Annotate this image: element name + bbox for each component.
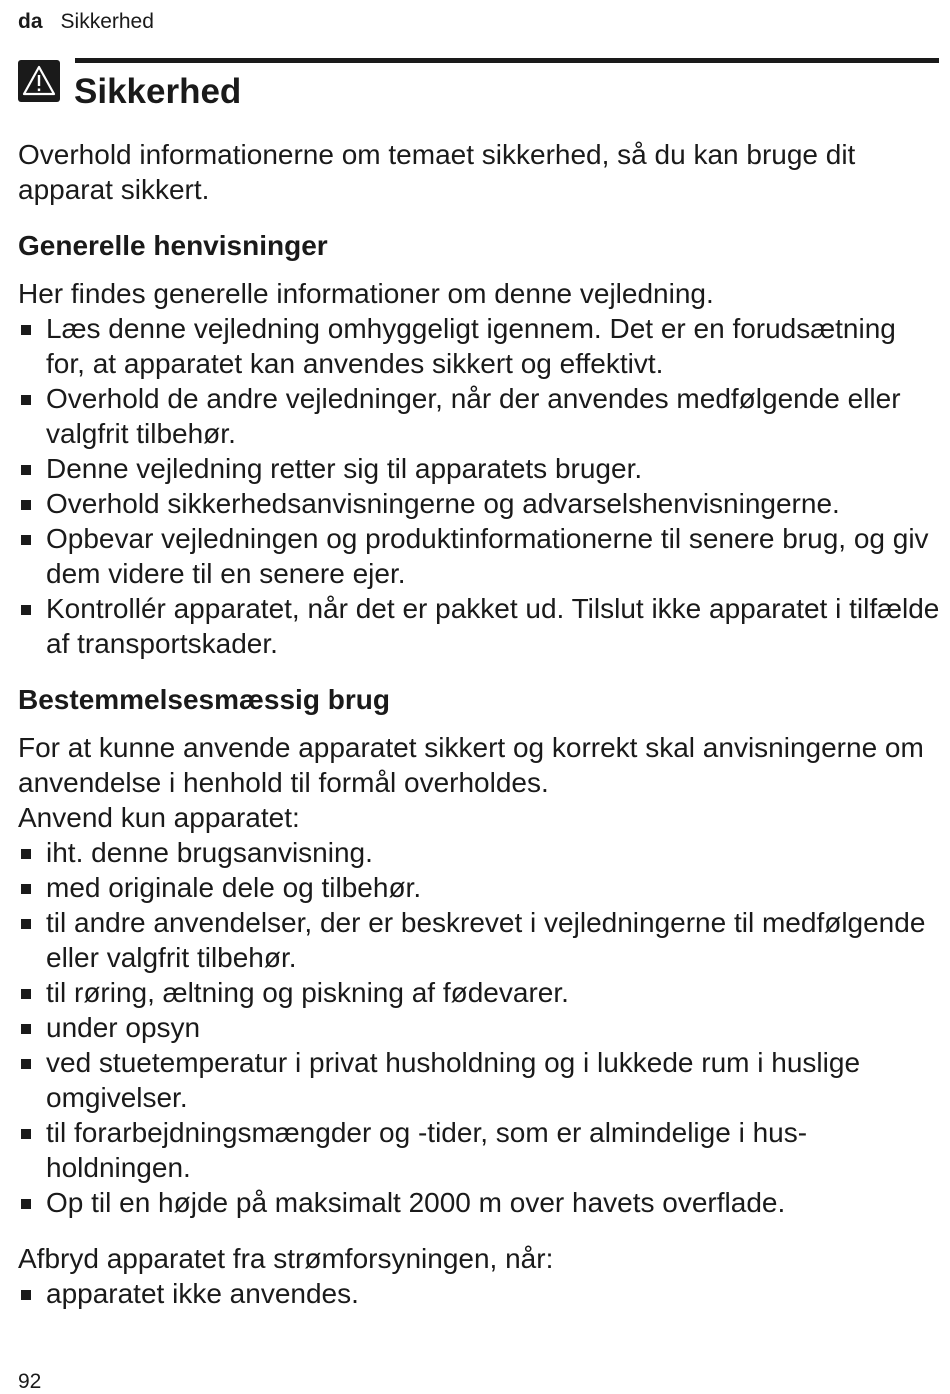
list-item: Opbevar vejledningen og produktinformationerne til senere brug, og giv dem videre til en senere ejer. <box>18 521 940 591</box>
list-item: Overhold sikkerhedsanvisningerne og advarselshenvisningerne. <box>18 486 940 521</box>
intended-use-lead: For at kunne anvende apparatet sikkert og korrekt skal anvisningerne om anvendelse i henhold til formål overholdes. <box>18 732 924 798</box>
general-list <box>18 311 940 661</box>
main-content <box>18 137 940 1311</box>
intended-use-list <box>18 835 940 1220</box>
list-item: ved stuetemperatur i privat husholdning og i lukkede rum i huslige omgivelser. <box>18 1045 940 1115</box>
list-item: Denne vejledning retter sig til apparatets bruger. <box>18 451 940 486</box>
language-code: da <box>18 10 43 33</box>
list-item: Op til en højde på maksimalt 2000 m over havets overflade. <box>18 1185 940 1220</box>
list-item: Overhold de andre vejledninger, når der anvendes medfølgende eller valgfrit tilbehør. <box>18 381 940 451</box>
section-heading-intended-use: Bestemmelsesmæssig brug <box>18 684 390 715</box>
list-item: Kontrollér apparatet, når det er pakket ud. Tilslut ikke apparatet i tilfælde af transportskader. <box>18 591 940 661</box>
list-item: apparatet ikke anvendes. <box>18 1276 940 1311</box>
general-lead: Her findes generelle informationer om denne vejledning. <box>18 278 714 309</box>
list-item: med originale dele og tilbehør. <box>18 870 940 905</box>
intro-paragraph: Overhold informationerne om temaet sikkerhed, så du kan bruge dit apparat sikkert. <box>18 139 856 205</box>
running-header-section: Sikkerhed <box>60 10 154 33</box>
page-title: Sikkerhed <box>74 72 242 111</box>
list-item: til røring, æltning og piskning af fødevarer. <box>18 975 940 1010</box>
running-header <box>18 10 154 34</box>
list-item: til andre anvendelser, der er beskrevet i vejledningerne til medfølgende eller valgfrit tilbehør. <box>18 905 940 975</box>
disconnect-list <box>18 1276 940 1311</box>
page-number: 92 <box>18 1370 42 1393</box>
list-item: under opsyn <box>18 1010 940 1045</box>
warning-triangle-icon <box>18 60 60 102</box>
title-rule <box>75 58 939 63</box>
list-item: Læs denne vejledning omhyggeligt igennem. Det er en forudsætning for, at apparatet kan anvendes sikkert og effektivt. <box>18 311 940 381</box>
disconnect-lead: Afbryd apparatet fra strømforsyningen, når: <box>18 1243 554 1274</box>
list-item: iht. denne brugsanvisning. <box>18 835 940 870</box>
list-item: til forarbejdningsmængder og -tider, som er almindelige i husholdningen. <box>18 1115 940 1185</box>
intended-use-lead-2: Anvend kun apparatet: <box>18 802 300 833</box>
section-heading-general: Generelle henvisninger <box>18 230 328 261</box>
